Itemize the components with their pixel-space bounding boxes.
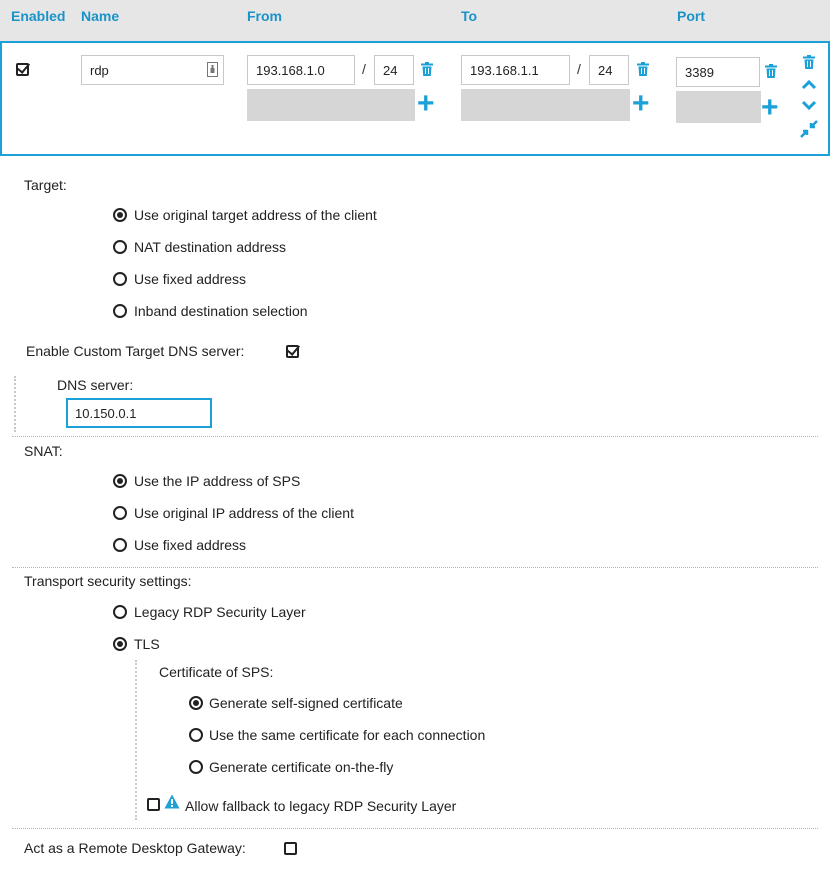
chevron-up-icon[interactable] bbox=[801, 78, 817, 90]
key-icon bbox=[207, 62, 218, 77]
col-enabled: Enabled bbox=[11, 8, 66, 24]
transport-option-label: TLS bbox=[134, 636, 160, 652]
target-label: Target: bbox=[24, 177, 67, 193]
transport-radio-tls[interactable] bbox=[113, 637, 127, 651]
port-value: 3389 bbox=[685, 65, 714, 80]
target-radio-original[interactable] bbox=[113, 208, 127, 222]
snat-radio-fixed[interactable] bbox=[113, 538, 127, 552]
delete-row-trash-icon[interactable] bbox=[803, 55, 815, 69]
enabled-checkbox[interactable] bbox=[16, 63, 29, 76]
col-name: Name bbox=[81, 8, 120, 24]
snat-label: SNAT: bbox=[24, 443, 63, 459]
to-ip-value: 193.168.1.1 bbox=[470, 63, 539, 78]
col-port: Port bbox=[677, 8, 705, 24]
certificate-label: Certificate of SPS: bbox=[159, 664, 274, 680]
trash-icon[interactable] bbox=[421, 62, 433, 76]
port-new-field[interactable] bbox=[676, 91, 761, 123]
transport-label: Transport security settings: bbox=[24, 573, 192, 589]
chevron-down-icon[interactable] bbox=[801, 100, 817, 112]
table-header bbox=[0, 0, 830, 41]
cert-option-label: Generate certificate on-the-fly bbox=[209, 759, 394, 775]
to-ip-input[interactable] bbox=[461, 55, 570, 85]
from-new-field[interactable] bbox=[247, 89, 415, 121]
trash-icon[interactable] bbox=[765, 64, 777, 78]
target-radio-fixed[interactable] bbox=[113, 272, 127, 286]
add-port-plus-icon[interactable]: + bbox=[761, 91, 779, 124]
cert-radio-on-the-fly[interactable] bbox=[189, 760, 203, 774]
dns-server-input[interactable] bbox=[66, 398, 212, 428]
target-option-label: NAT destination address bbox=[134, 239, 287, 255]
from-ip-value: 193.168.1.0 bbox=[256, 63, 325, 78]
cert-radio-self-signed[interactable] bbox=[189, 696, 203, 710]
cert-option-label: Generate self-signed certificate bbox=[209, 695, 403, 711]
warning-icon bbox=[164, 794, 180, 809]
cert-radio-same[interactable] bbox=[189, 728, 203, 742]
target-option-label: Use fixed address bbox=[134, 271, 247, 287]
snat-radio-original[interactable] bbox=[113, 506, 127, 520]
custom-dns-label: Enable Custom Target DNS server: bbox=[26, 343, 245, 359]
from-slash: / bbox=[362, 61, 366, 77]
to-slash: / bbox=[577, 61, 581, 77]
dns-indent-guide bbox=[14, 376, 16, 432]
tls-indent-guide bbox=[135, 660, 137, 820]
collapse-icon[interactable] bbox=[800, 120, 818, 138]
col-to: To bbox=[461, 8, 478, 24]
name-input[interactable] bbox=[81, 55, 224, 85]
snat-option-label: Use fixed address bbox=[134, 537, 247, 553]
port-input[interactable] bbox=[676, 57, 760, 87]
custom-dns-checkbox[interactable] bbox=[286, 345, 299, 358]
target-radio-nat[interactable] bbox=[113, 240, 127, 254]
transport-radio-legacy[interactable] bbox=[113, 605, 127, 619]
col-from: From bbox=[247, 8, 282, 24]
divider bbox=[12, 828, 818, 829]
target-option-label: Use original target address of the client bbox=[134, 207, 377, 223]
name-value: rdp bbox=[90, 63, 109, 78]
divider bbox=[12, 436, 818, 437]
snat-option-label: Use original IP address of the client bbox=[134, 505, 354, 521]
cert-option-label: Use the same certificate for each connection bbox=[209, 727, 486, 743]
to-mask-input[interactable] bbox=[589, 55, 629, 85]
snat-option-label: Use the IP address of SPS bbox=[134, 473, 301, 489]
to-new-field[interactable] bbox=[461, 89, 630, 121]
from-mask-value: 24 bbox=[383, 63, 398, 78]
gateway-checkbox[interactable] bbox=[284, 842, 297, 855]
add-to-plus-icon[interactable]: + bbox=[632, 87, 650, 120]
dns-server-label: DNS server: bbox=[57, 377, 134, 393]
gateway-label: Act as a Remote Desktop Gateway: bbox=[24, 840, 246, 856]
divider bbox=[12, 567, 818, 568]
dns-server-value: 10.150.0.1 bbox=[75, 406, 137, 421]
from-mask-input[interactable] bbox=[374, 55, 414, 85]
fallback-label: Allow fallback to legacy RDP Security Layer bbox=[185, 798, 457, 814]
fallback-checkbox[interactable] bbox=[147, 798, 160, 811]
add-from-plus-icon[interactable]: + bbox=[417, 87, 435, 120]
target-radio-inband[interactable] bbox=[113, 304, 127, 318]
snat-radio-sps[interactable] bbox=[113, 474, 127, 488]
to-mask-value: 24 bbox=[598, 63, 613, 78]
transport-option-label: Legacy RDP Security Layer bbox=[134, 604, 306, 620]
target-option-label: Inband destination selection bbox=[134, 303, 308, 319]
trash-icon[interactable] bbox=[637, 62, 649, 76]
from-ip-input[interactable] bbox=[247, 55, 355, 85]
